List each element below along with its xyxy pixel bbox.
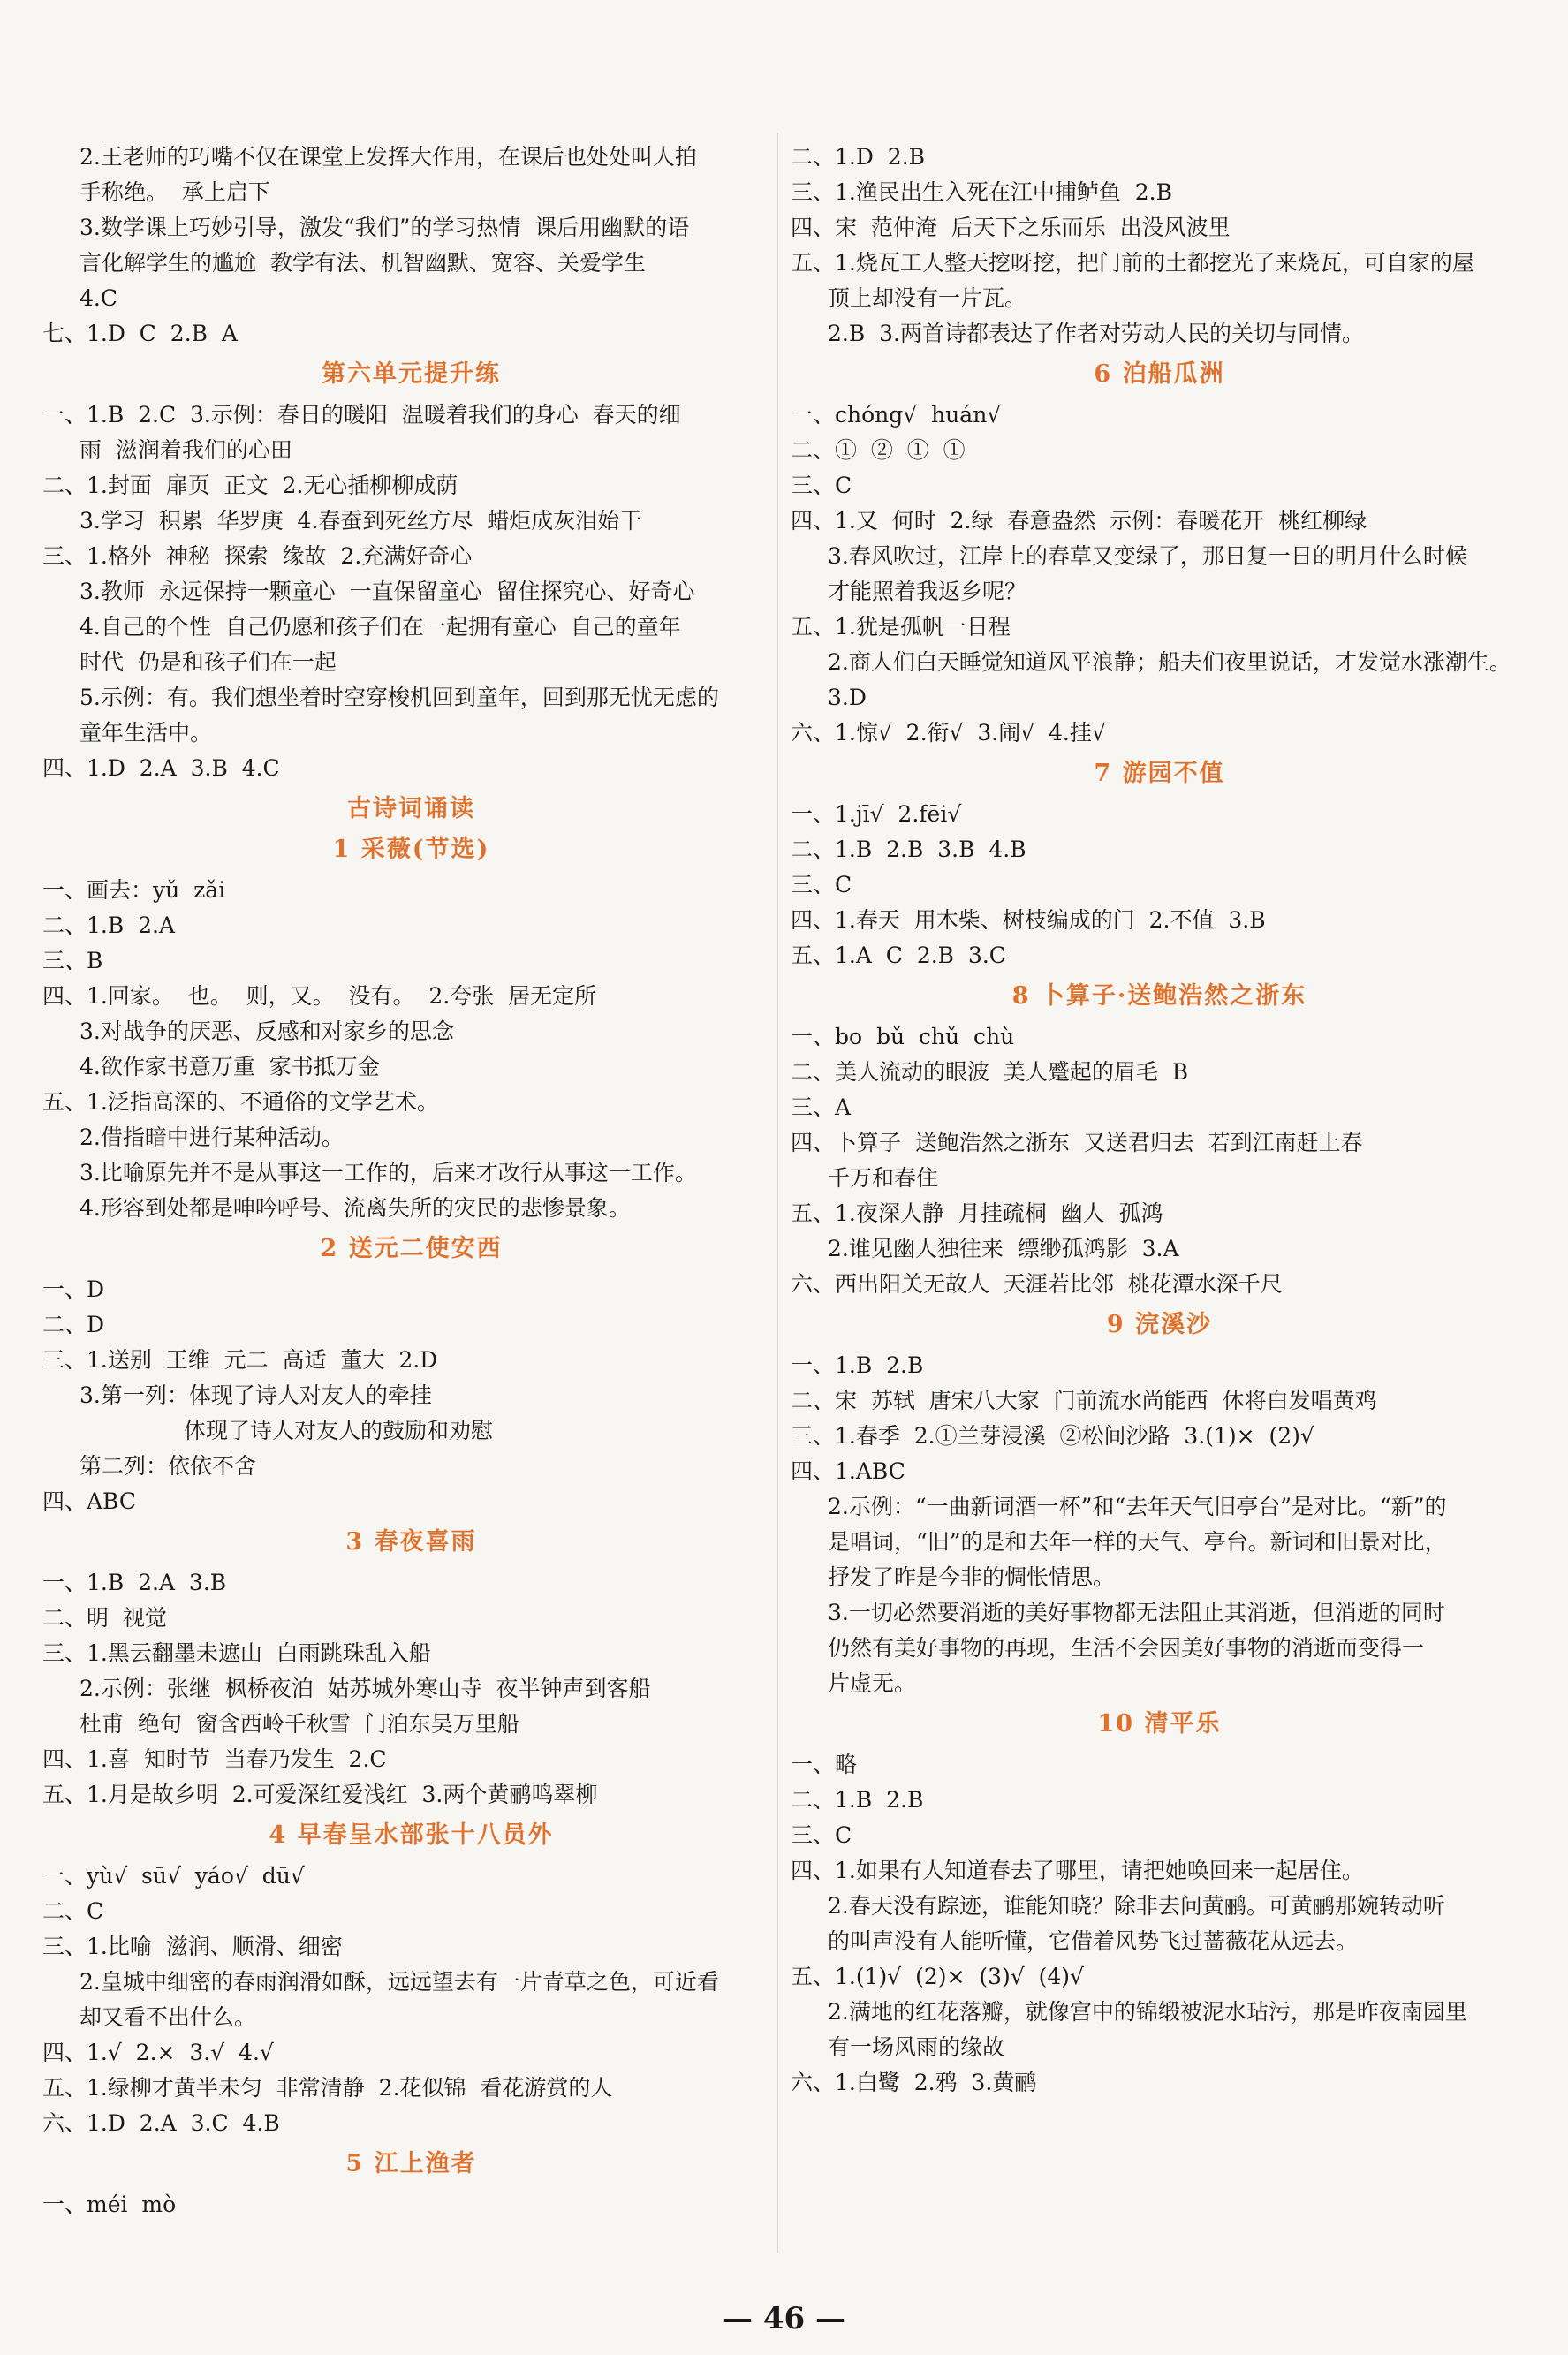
answer-line: 3.第一列：体现了诗人对友人的牵挂 bbox=[80, 1382, 432, 1408]
answer-line: 手称绝。 承上启下 bbox=[80, 179, 270, 205]
answer-line: 二、1.封面 扉页 正文 2.无心插柳柳成荫 bbox=[42, 473, 458, 498]
section-heading: 古诗词诵读 bbox=[347, 795, 475, 822]
answer-line: 四、宋 范仲淹 后天下之乐而乐 出没风波里 bbox=[791, 215, 1231, 240]
answer-line: 体现了诗人对友人的鼓励和劝慰 bbox=[184, 1418, 494, 1443]
answer-line: 却又看不出什么。 bbox=[80, 2004, 257, 2030]
answer-line: 一、chóng√ huán√ bbox=[791, 402, 1002, 428]
answer-line: 5.示例：有。我们想坐着时空穿梭机回到童年，回到那无忧无虑的 bbox=[80, 685, 719, 710]
answer-line: 四、1.√ 2.× 3.√ 4.√ bbox=[42, 2040, 274, 2065]
answer-line: 二、宋 苏轼 唐宋八大家 门前流水尚能西 休将白发唱黄鸡 bbox=[791, 1388, 1377, 1413]
answer-line: 一、bo bǔ chǔ chù bbox=[791, 1024, 1015, 1049]
answer-line: 四、1.回家。 也。 则，又。 没有。 2.夸张 居无定所 bbox=[42, 983, 597, 1009]
answer-line: 一、1.B 2.A 3.B bbox=[42, 1570, 227, 1595]
answer-line: 顶上却没有一片瓦。 bbox=[828, 285, 1027, 311]
answer-line: 一、D bbox=[42, 1276, 105, 1302]
answer-line: 三、1.黑云翻墨未遮山 白雨跳珠乱入船 bbox=[42, 1640, 431, 1666]
section-heading: 第六单元提升练 bbox=[322, 360, 501, 388]
answer-line: 言化解学生的尴尬 教学有法、机智幽默、宽容、关爱学生 bbox=[80, 250, 646, 276]
answer-line: 4.形容到处都是呻吟呼号、流离失所的灾民的悲惨景象。 bbox=[80, 1195, 631, 1221]
answer-line: 仍然有美好事物的再现，生活不会因美好事物的消逝而变得一 bbox=[828, 1635, 1425, 1661]
section-heading: 3 春夜喜雨 bbox=[345, 1528, 477, 1556]
answer-line: 3.学习 积累 华罗庚 4.春蚕到死丝方尽 蜡炬成灰泪始干 bbox=[80, 508, 642, 534]
answer-line: 一、画去：yǔ zǎi bbox=[42, 877, 226, 903]
answer-line: 五、1.绿柳才黄半未匀 非常清静 2.花似锦 看花游赏的人 bbox=[42, 2075, 613, 2101]
answer-line: 3.比喻原先并不是从事这一工作的，后来才改行从事这一工作。 bbox=[80, 1160, 697, 1185]
section-heading: 2 送元二使安西 bbox=[320, 1235, 503, 1262]
answer-line: 童年生活中。 bbox=[80, 720, 213, 746]
answer-line: 七、1.D C 2.B A bbox=[42, 321, 238, 346]
answer-line: 六、1.D 2.A 3.C 4.B bbox=[42, 2110, 280, 2136]
answer-line: 三、1.渔民出生入死在江中捕鲈鱼 2.B bbox=[791, 179, 1172, 205]
answer-line: 六、1.白鹭 2.鸦 3.黄鹂 bbox=[791, 2070, 1037, 2095]
answer-line: 4.C bbox=[80, 285, 117, 311]
answer-line: 三、C bbox=[791, 473, 852, 498]
answer-line: 才能照着我返乡呢？ bbox=[828, 579, 1027, 604]
answer-line: 二、C bbox=[42, 1898, 104, 1924]
section-heading: 10 清平乐 bbox=[1097, 1710, 1222, 1738]
answer-line: 的叫声没有人能听懂，它借着风势飞过蔷薇花从远去。 bbox=[828, 1928, 1359, 1954]
answer-line: 第二列：依依不舍 bbox=[80, 1453, 257, 1479]
answer-line: 3.数学课上巧妙引导，激发“我们”的学习热情 课后用幽默的语 bbox=[80, 215, 690, 240]
answer-line: 三、A bbox=[791, 1094, 852, 1120]
answer-line: 五、1.泛指高深的、不通俗的文学艺术。 bbox=[42, 1089, 439, 1115]
answer-line: 二、D bbox=[42, 1312, 105, 1337]
left-column bbox=[42, 140, 780, 2222]
answer-line: 五、1.烧瓦工人整天挖呀挖，把门前的土都挖光了来烧瓦，可自家的屋 bbox=[791, 250, 1474, 276]
page-number: — 46 — bbox=[723, 2301, 845, 2336]
answer-line: 三、1.春季 2.①兰芽浸溪 ②松间沙路 3.(1)× (2)√ bbox=[791, 1423, 1314, 1449]
section-heading: 8 卜算子·送鲍浩然之浙东 bbox=[1011, 982, 1307, 1010]
answer-line: 抒发了昨是今非的惆怅情思。 bbox=[828, 1564, 1116, 1590]
answer-line: 五、1.犹是孤帆一日程 bbox=[791, 614, 1011, 640]
answer-line: 二、1.B 2.B 3.B 4.B bbox=[791, 837, 1026, 862]
answer-line: 三、1.比喻 滋润、顺滑、细密 bbox=[42, 1934, 343, 1959]
answer-line: 三、1.送别 王维 元二 高适 董大 2.D bbox=[42, 1347, 438, 1373]
section-heading: 1 采薇(节选) bbox=[332, 836, 490, 863]
answer-line: 3.D bbox=[828, 685, 867, 710]
answer-line: 3.春风吹过，江岸上的春草又变绿了，那日复一日的明月什么时候 bbox=[828, 543, 1467, 569]
answer-line: 2.谁见幽人独往来 缥缈孤鸿影 3.A bbox=[828, 1236, 1179, 1261]
answer-line: 二、1.D 2.B bbox=[791, 144, 926, 170]
answer-line: 五、1.夜深人静 月挂疏桐 幽人 孤鸿 bbox=[791, 1200, 1163, 1226]
answer-line: 四、1.春天 用木柴、树枝编成的门 2.不值 3.B bbox=[791, 907, 1266, 933]
answer-line: 二、明 视觉 bbox=[42, 1605, 167, 1631]
answer-line: 片虚无。 bbox=[828, 1670, 917, 1696]
answer-line: 一、1.B 2.C 3.示例：春日的暖阳 温暖着我们的身心 春天的细 bbox=[42, 402, 681, 428]
section-heading: 9 浣溪沙 bbox=[1106, 1311, 1213, 1338]
answer-line: 六、1.惊√ 2.衔√ 3.闹√ 4.挂√ bbox=[791, 720, 1106, 746]
answer-line: 是唱词，“旧”的是和去年一样的天气、亭台。新词和旧景对比， bbox=[828, 1529, 1447, 1555]
answer-line: 四、1.ABC bbox=[791, 1458, 905, 1484]
answer-line: 四、ABC bbox=[42, 1488, 137, 1514]
answer-line: 2.春天没有踪迹，谁能知晓？除非去问黄鹂。可黄鹂那婉转动听 bbox=[828, 1893, 1445, 1919]
answer-line: 五、1.月是故乡明 2.可爱深红爱浅红 3.两个黄鹂鸣翠柳 bbox=[42, 1782, 598, 1807]
answer-line: 三、C bbox=[791, 1822, 852, 1848]
answer-line: 二、1.B 2.A bbox=[42, 912, 176, 938]
answer-line: 一、1.jī√ 2.fēi√ bbox=[791, 801, 962, 827]
answer-line: 三、1.格外 神秘 探索 缘故 2.充满好奇心 bbox=[42, 543, 473, 569]
answer-line: 杜甫 绝句 窗含西岭千秋雪 门泊东吴万里船 bbox=[80, 1711, 519, 1737]
answer-line: 3.一切必然要消逝的美好事物都无法阻止其消逝，但消逝的同时 bbox=[828, 1600, 1445, 1625]
answer-line: 时代 仍是和孩子们在一起 bbox=[80, 649, 337, 675]
answer-line: 2.王老师的巧嘴不仅在课堂上发挥大作用，在课后也处处叫人拍 bbox=[80, 144, 697, 170]
answer-line: 有一场风雨的缘故 bbox=[828, 2034, 1005, 2060]
answer-line: 四、1.又 何时 2.绿 春意盎然 示例：春暖花开 桃红柳绿 bbox=[791, 508, 1367, 534]
answer-line: 三、B bbox=[42, 948, 103, 973]
section-heading: 5 江上渔者 bbox=[345, 2150, 477, 2177]
answer-line: 三、C bbox=[791, 872, 852, 897]
answer-line: 一、略 bbox=[791, 1752, 858, 1777]
answer-line: 2.商人们白天睡觉知道风平浪静；船夫们夜里说话，才发觉水涨潮生。 bbox=[828, 649, 1511, 675]
answer-line: 2.皇城中细密的春雨润滑如酥，远远望去有一片青草之色，可近看 bbox=[80, 1969, 719, 1995]
answer-line: 2.示例：“一曲新词酒一杯”和“去年天气旧亭台”是对比。“新”的 bbox=[828, 1494, 1447, 1519]
answer-line: 二、① ② ① ① bbox=[791, 437, 966, 463]
answer-line: 一、1.B 2.B bbox=[791, 1352, 924, 1378]
answer-line: 雨 滋润着我们的心田 bbox=[80, 437, 292, 463]
answer-line: 五、1.(1)√ (2)× (3)√ (4)√ bbox=[791, 1964, 1084, 1989]
answer-line: 四、1.如果有人知道春去了哪里，请把她唤回来一起居住。 bbox=[791, 1858, 1364, 1883]
section-heading: 7 游园不值 bbox=[1094, 760, 1225, 787]
answer-line: 4.自己的个性 自己仍愿和孩子们在一起拥有童心 自己的童年 bbox=[80, 614, 681, 640]
right-column bbox=[791, 140, 1528, 2101]
section-heading: 6 泊船瓜洲 bbox=[1094, 360, 1225, 388]
answer-line: 六、西出阳关无故人 天涯若比邻 桃花潭水深千尺 bbox=[791, 1271, 1283, 1297]
answer-line: 千万和春住 bbox=[828, 1165, 939, 1191]
answer-line: 五、1.A C 2.B 3.C bbox=[791, 943, 1006, 968]
answer-line: 2.借指暗中进行某种活动。 bbox=[80, 1124, 344, 1150]
answer-line: 4.欲作家书意万重 家书抵万金 bbox=[80, 1054, 380, 1079]
answer-line: 3.教师 永远保持一颗童心 一直保留童心 留住探究心、好奇心 bbox=[80, 579, 695, 604]
answer-line: 一、yù√ sū√ yáo√ dū√ bbox=[42, 1863, 305, 1889]
answer-line: 2.满地的红花落瓣，就像宫中的锦缎被泥水玷污，那是昨夜南园里 bbox=[828, 1999, 1467, 2025]
answer-line: 一、méi mò bbox=[42, 2192, 177, 2217]
answer-line: 四、1.喜 知时节 当春乃发生 2.C bbox=[42, 1746, 387, 1772]
answer-line: 2.示例：张继 枫桥夜泊 姑苏城外寒山寺 夜半钟声到客船 bbox=[80, 1676, 651, 1701]
answer-line: 四、卜算子 送鲍浩然之浙东 又送君归去 若到江南赶上春 bbox=[791, 1130, 1363, 1155]
answer-line: 二、美人流动的眼波 美人蹙起的眉毛 B bbox=[791, 1059, 1189, 1085]
section-heading: 4 早春呈水部张十八员外 bbox=[269, 1821, 554, 1849]
answer-line: 二、1.B 2.B bbox=[791, 1787, 924, 1813]
answer-line: 2.B 3.两首诗都表达了作者对劳动人民的关切与同情。 bbox=[828, 321, 1364, 346]
answer-line: 3.对战争的厌恶、反感和对家乡的思念 bbox=[80, 1018, 454, 1044]
answer-line: 四、1.D 2.A 3.B 4.C bbox=[42, 755, 280, 781]
